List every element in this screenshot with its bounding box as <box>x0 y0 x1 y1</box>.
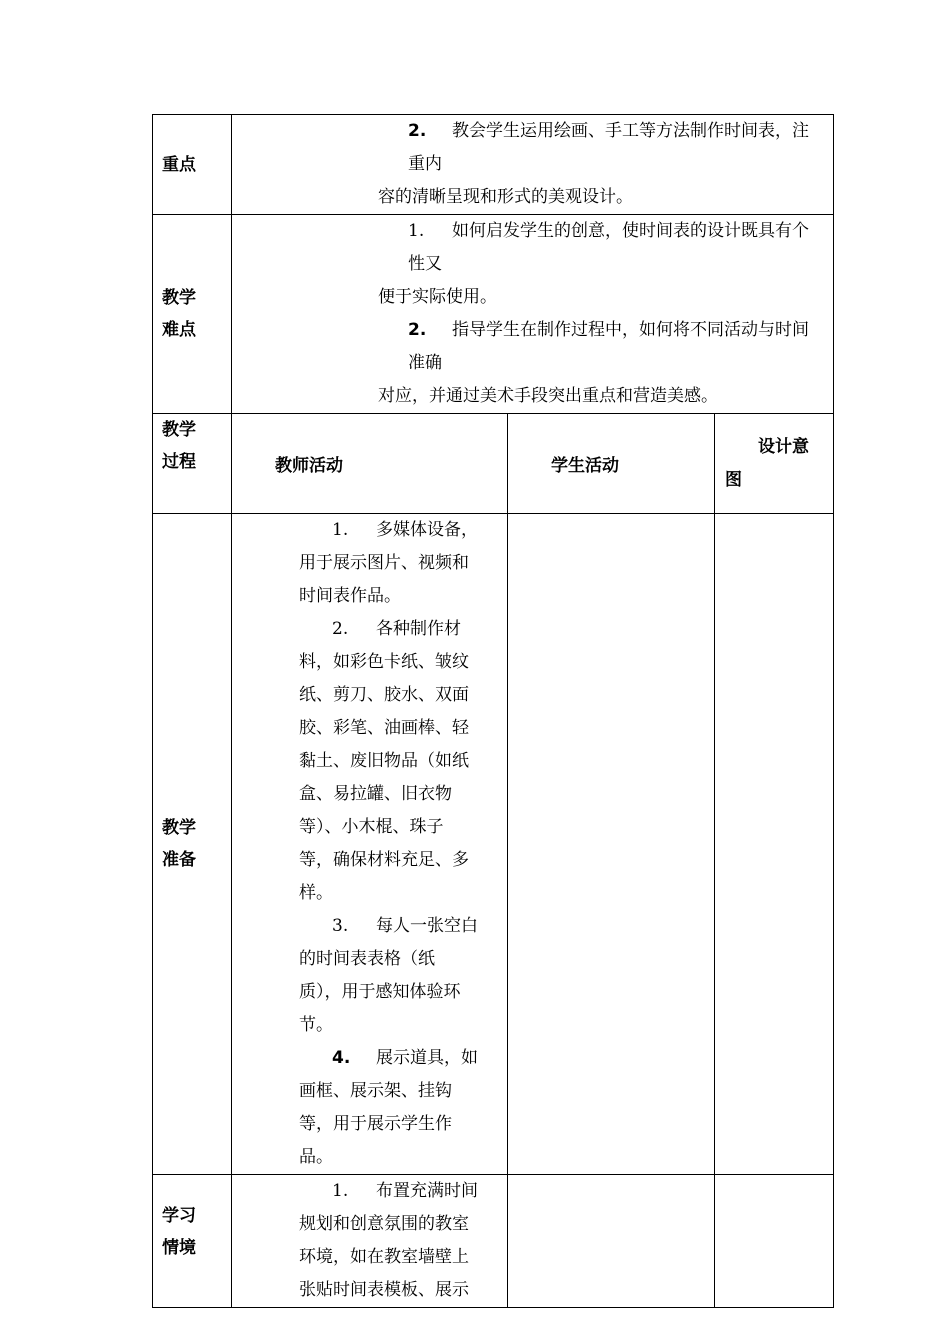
preparation-line <box>232 976 507 1009</box>
difficulty-item-1-line1: 如何启发学生的创意，使时间表的设计既具有个性又 <box>408 221 809 274</box>
row-key-points <box>153 115 834 215</box>
header-design-intent-line1: 设计意 <box>758 436 809 457</box>
preparation-item-num: 4. <box>332 1048 351 1068</box>
header-teacher-activity-text: 教师活动 <box>275 456 343 476</box>
preparation-line <box>232 1141 507 1174</box>
preparation-text: 质），用于感知体验环 <box>299 982 461 1002</box>
label-preparation-line1: 教学 <box>162 818 196 838</box>
label-preparation-line2: 准备 <box>162 850 196 870</box>
label-difficulty-line1: 教学 <box>162 288 196 308</box>
difficulty-item-2-num: 2. <box>408 320 427 340</box>
difficulty-item-2 <box>232 314 833 380</box>
preparation-line <box>232 1042 507 1075</box>
preparation-text: 每人一张空白 <box>376 916 478 936</box>
preparation-text: 胶、彩笔、油画棒、轻 <box>299 718 469 738</box>
preparation-line <box>232 679 507 712</box>
preparation-item-num: 2. <box>332 619 349 639</box>
preparation-line <box>232 646 507 679</box>
label-preparation <box>153 514 232 1175</box>
preparation-text: 展示道具，如 <box>376 1048 478 1068</box>
preparation-text: 画框、展示架、挂钩 <box>299 1081 452 1101</box>
preparation-line <box>232 910 507 943</box>
header-design-intent-line2: 图 <box>725 469 742 490</box>
cell-preparation-teacher <box>232 514 508 1175</box>
preparation-text: 纸、剪刀、胶水、双面 <box>299 685 469 705</box>
situation-line <box>232 1241 507 1274</box>
key-point-item-2-num: 2. <box>408 121 427 141</box>
preparation-text: 等，确保材料充足、多 <box>299 850 469 870</box>
label-difficulty-line2: 难点 <box>162 320 196 340</box>
preparation-item-num: 3. <box>332 916 349 936</box>
label-process <box>153 414 232 514</box>
row-process-header <box>153 414 834 514</box>
situation-text: 张贴时间表模板、展示 <box>299 1280 469 1300</box>
header-teacher-activity <box>232 414 508 514</box>
cell-key-points-content <box>232 115 834 215</box>
preparation-text: 用于展示图片、视频和 <box>299 553 469 573</box>
preparation-text: 各种制作材 <box>376 619 461 639</box>
key-point-item-2-line1: 教会学生运用绘画、手工等方法制作时间表，注重内 <box>408 121 809 174</box>
key-point-item-2 <box>232 115 833 181</box>
key-point-item-2-cont <box>232 181 833 214</box>
preparation-line <box>232 514 507 547</box>
preparation-line <box>232 745 507 778</box>
label-situation-line2: 情境 <box>162 1238 196 1258</box>
cell-difficulty-content <box>232 215 834 414</box>
preparation-line <box>232 844 507 877</box>
label-difficulty <box>153 215 232 414</box>
preparation-text: 等，用于展示学生作 <box>299 1114 452 1134</box>
preparation-line <box>232 1075 507 1108</box>
situation-item-num: 1. <box>332 1181 349 1201</box>
lesson-plan-table <box>152 114 834 1308</box>
preparation-text: 多媒体设备， <box>376 520 478 540</box>
difficulty-item-2-line2: 对应，并通过美术手段突出重点和营造美感。 <box>378 386 718 406</box>
preparation-line <box>232 877 507 910</box>
cell-situation-intent <box>715 1175 834 1308</box>
cell-preparation-intent <box>715 514 834 1175</box>
preparation-line <box>232 547 507 580</box>
difficulty-item-1-num: 1. <box>408 221 425 241</box>
preparation-lines <box>232 514 507 1174</box>
difficulty-item-1-cont <box>232 281 833 314</box>
key-point-item-2-line2: 容的清晰呈现和形式的美观设计。 <box>378 187 633 207</box>
header-student-activity-text: 学生活动 <box>551 456 619 476</box>
preparation-text: 节。 <box>299 1015 333 1035</box>
cell-situation-teacher <box>232 1175 508 1308</box>
header-student-activity <box>508 414 715 514</box>
preparation-line <box>232 580 507 613</box>
header-design-intent <box>715 414 834 514</box>
row-difficulty <box>153 215 834 414</box>
label-key-points <box>153 115 232 215</box>
situation-text: 环境，如在教室墙壁上 <box>299 1247 469 1267</box>
cell-preparation-student <box>508 514 715 1175</box>
preparation-text: 黏土、废旧物品（如纸 <box>299 751 469 771</box>
preparation-line <box>232 811 507 844</box>
row-situation <box>153 1175 834 1308</box>
preparation-text: 时间表作品。 <box>299 586 401 606</box>
preparation-line <box>232 943 507 976</box>
preparation-line <box>232 778 507 811</box>
cell-situation-student <box>508 1175 715 1308</box>
preparation-line <box>232 712 507 745</box>
preparation-item-num: 1. <box>332 520 349 540</box>
preparation-text: 盒、易拉罐、旧衣物 <box>299 784 452 804</box>
difficulty-item-1-line2: 便于实际使用。 <box>378 287 497 307</box>
label-process-line2: 过程 <box>162 452 196 472</box>
label-situation-line1: 学习 <box>162 1206 196 1226</box>
difficulty-item-2-cont <box>232 380 833 413</box>
situation-text: 布置充满时间 <box>376 1181 478 1201</box>
preparation-text: 样。 <box>299 883 333 903</box>
difficulty-item-1 <box>232 215 833 281</box>
situation-lines <box>232 1175 507 1307</box>
situation-line <box>232 1274 507 1307</box>
situation-line <box>232 1208 507 1241</box>
difficulty-item-2-line1: 指导学生在制作过程中，如何将不同活动与时间准确 <box>408 320 809 373</box>
preparation-line <box>232 1009 507 1042</box>
row-preparation <box>153 514 834 1175</box>
preparation-text: 的时间表表格（纸 <box>299 949 435 969</box>
situation-text: 规划和创意氛围的教室 <box>299 1214 469 1234</box>
preparation-line <box>232 1108 507 1141</box>
preparation-text: 品。 <box>299 1147 333 1167</box>
label-key-points-text: 重点 <box>162 154 196 175</box>
label-process-line1: 教学 <box>162 420 196 440</box>
preparation-text: 等）、小木棍、珠子 <box>299 817 444 837</box>
preparation-line <box>232 613 507 646</box>
situation-line <box>232 1175 507 1208</box>
preparation-text: 料，如彩色卡纸、皱纹 <box>299 652 469 672</box>
label-situation <box>153 1175 232 1308</box>
